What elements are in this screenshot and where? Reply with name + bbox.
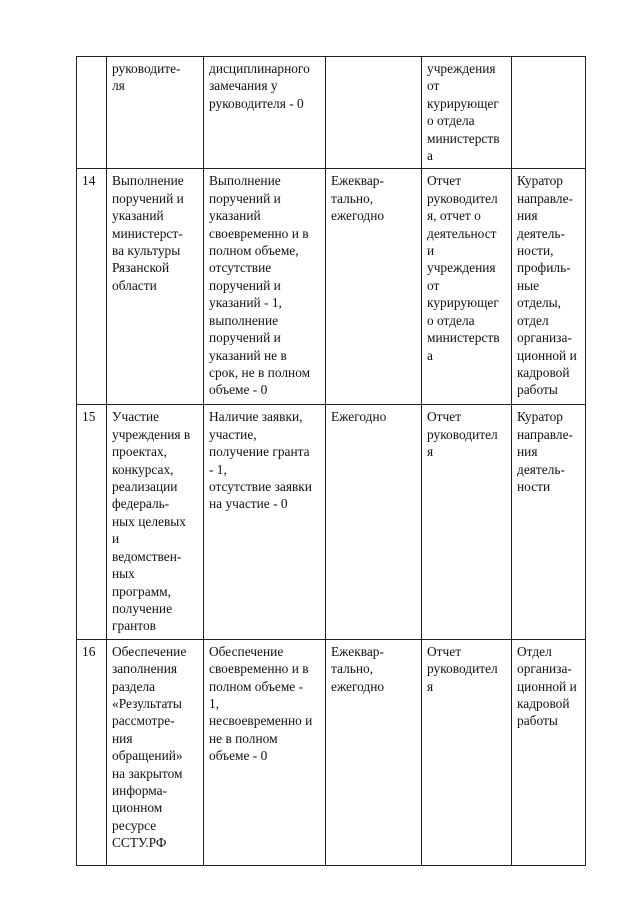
- row-number: [77, 57, 107, 169]
- source-cell: Отчет руководител я, отчет о деятельност и учреждения от курирующег о отдела министерств а: [422, 169, 512, 405]
- source-cell: учреждения от курирующег о отдела министерств а: [422, 57, 512, 169]
- source-cell: Отчет руководител я: [422, 639, 512, 865]
- table-row: [77, 169, 586, 405]
- period-cell: Ежеквар- тально, ежегодно: [326, 639, 422, 865]
- indicator-cell: Обеспечение заполнения раздела «Результаты рассмотре- ния обращений» на закрытом информа- ционном ресурсе ССТУ.РФ: [107, 639, 204, 865]
- responsible-cell: Куратор направле- ния деятель- ности, профиль- ные отделы, отдел организа- ционной и кадровой работы: [512, 169, 586, 405]
- responsible-cell: Отдел организа- ционной и кадровой работы: [512, 639, 586, 865]
- table-row: [77, 405, 586, 639]
- row-number: 15: [77, 405, 107, 639]
- kpi-table: [76, 56, 586, 866]
- criteria-cell: Обеспечение своевременно и в полном объеме - 1, несвоевременно и не в полном объеме - 0: [204, 639, 326, 865]
- responsible-cell: [512, 57, 586, 169]
- source-cell: Отчет руководител я: [422, 405, 512, 639]
- responsible-cell: Куратор направле- ния деятель- ности: [512, 405, 586, 639]
- table-row: [77, 57, 586, 169]
- row-number: 14: [77, 169, 107, 405]
- criteria-cell: дисциплинарного замечания у руководителя - 0: [204, 57, 326, 169]
- period-cell: [326, 57, 422, 169]
- period-cell: Ежегодно: [326, 405, 422, 639]
- period-cell: Ежеквар- тально, ежегодно: [326, 169, 422, 405]
- indicator-cell: Выполнение поручений и указаний министерст- ва культуры Рязанской области: [107, 169, 204, 405]
- table-row: [77, 639, 586, 865]
- row-number: 16: [77, 639, 107, 865]
- criteria-cell: Наличие заявки, участие, получение гранта - 1, отсутствие заявки на участие - 0: [204, 405, 326, 639]
- indicator-cell: руководите- ля: [107, 57, 204, 169]
- criteria-cell: Выполнение поручений и указаний своевременно и в полном объеме, отсутствие поручений и указаний - 1, выполнение поручений и указаний не в срок, не в полном объеме - 0: [204, 169, 326, 405]
- indicator-cell: Участие учреждения в проектах, конкурсах, реализации федераль- ных целевых и ведомствен- ных программ, получение грантов: [107, 405, 204, 639]
